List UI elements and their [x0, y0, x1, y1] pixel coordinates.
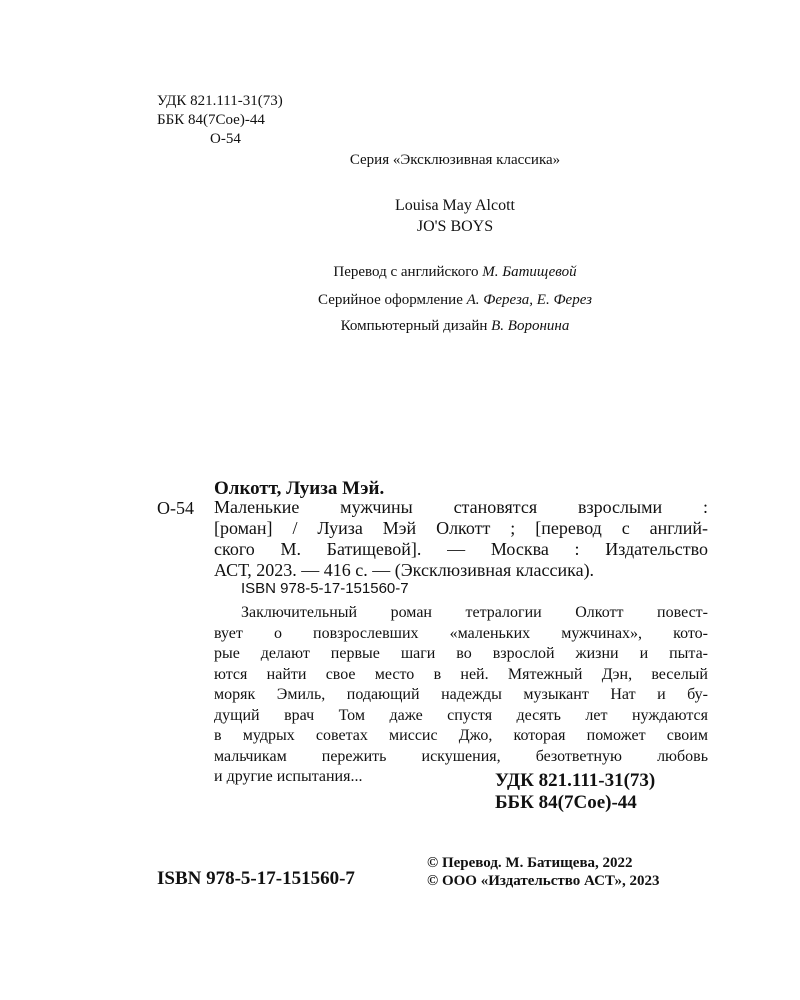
abstract-line: и другие испытания... [214, 768, 363, 785]
original-title: JO'S BOYS [416, 218, 494, 235]
credit-name: В. Воронина [491, 318, 570, 334]
description-line: Маленькие мужчины становятся взрослыми : [214, 497, 708, 517]
credit-name: А. Фереза, Е. Ферез [466, 292, 592, 308]
credit-name: М. Батищевой [482, 264, 577, 280]
abstract-line: рые делают первые шаги во взрослой жизни и пыта- [214, 645, 708, 662]
credit-computer-design [0, 316, 800, 336]
author-mark: О-54 [210, 131, 241, 147]
credit-translation [0, 262, 800, 282]
credit-series-design [0, 290, 800, 310]
credit-label: Компьютерный дизайн [340, 318, 488, 334]
description-line: [роман] / Луиза Мэй Олкотт ; [перевод с англий- [214, 518, 708, 538]
abstract-paragraph [214, 603, 708, 788]
copyright-line: © ООО «Издательство АСТ», 2023 [427, 873, 660, 889]
bibliographic-isbn: ISBN 978-5-17-151560-7 [241, 580, 409, 597]
udk-code: УДК 821.111-31(73) [157, 93, 283, 109]
copyright-line: © Перевод. М. Батищева, 2022 [427, 855, 633, 871]
copyright-block [427, 854, 660, 890]
top-classification-block [157, 92, 283, 149]
bibliographic-author-heading: Олкотт, Луиза Мэй. [214, 478, 385, 499]
abstract-line: ются найти свое место в ней. Мятежный Дэн, веселый [214, 665, 708, 683]
credit-label: Серийное оформление [318, 292, 463, 308]
footer-isbn: ISBN 978-5-17-151560-7 [157, 868, 355, 889]
udk-code: УДК 821.111-31(73) [495, 770, 656, 791]
bbk-code: ББК 84(7Сое)-44 [495, 792, 637, 813]
credit-label: Перевод с английского [333, 264, 479, 280]
abstract-line: в мудрых советах миссис Джо, которая поможет своим [214, 727, 708, 744]
abstract-line: Заключительный роман тетралогии Олкотт повест- [241, 604, 708, 621]
bibliographic-description [214, 497, 708, 581]
bbk-code: ББК 84(7Сое)-44 [157, 112, 265, 128]
bibliographic-classification [495, 770, 655, 814]
abstract-line: моряк Эмиль, подающий надежды музыкант Нат и бу- [214, 686, 708, 703]
description-line: АСТ, 2023. — 416 с. — (Эксклюзивная классика). [214, 560, 595, 580]
abstract-line: дущий врач Том даже спустя десять лет нуждаются [214, 706, 708, 724]
original-author: Louisa May Alcott [395, 197, 515, 214]
abstract-line: мальчикам пережить искушения, безответную любовь [214, 747, 708, 765]
series-line: Серия «Эксклюзивная классика» [349, 152, 561, 168]
bibliographic-author-mark: О-54 [157, 498, 194, 518]
abstract-line: вует о повзрослевших «маленьких мужчинах», кото- [214, 624, 708, 642]
description-line: ского М. Батищевой]. — Москва : Издательство [214, 539, 708, 559]
